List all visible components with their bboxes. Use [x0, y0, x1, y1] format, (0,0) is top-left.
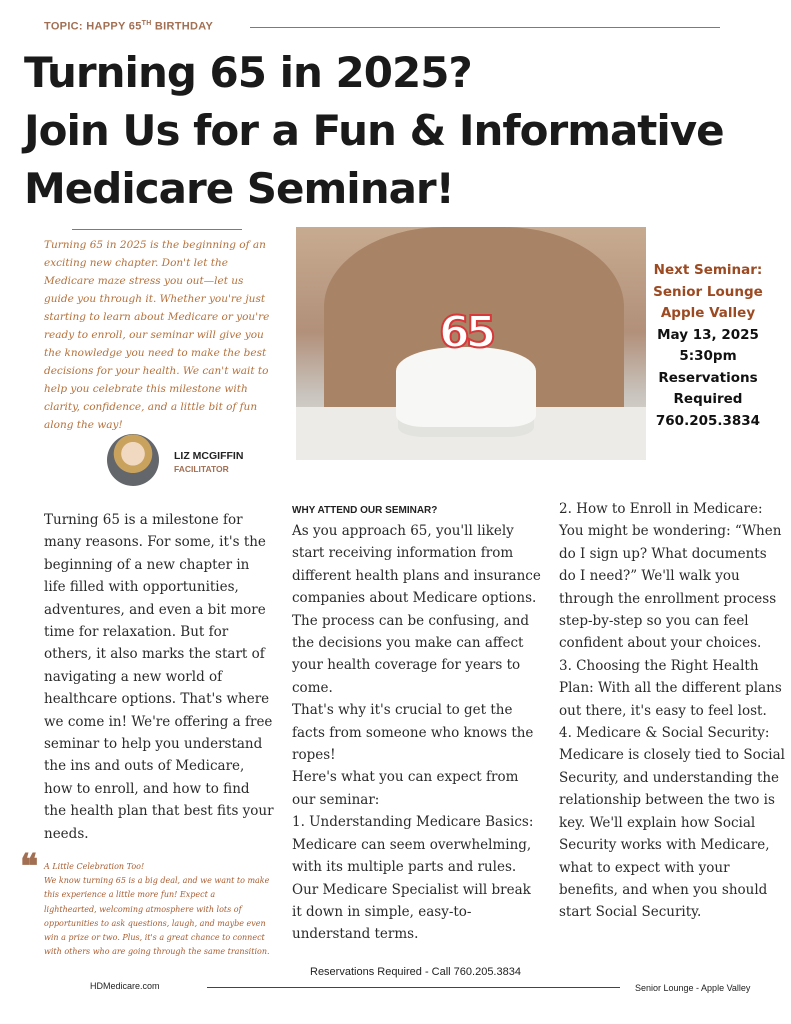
next-seminar-date: May 13, 2025: [657, 326, 759, 343]
celebration-title: A Little Celebration Too!: [44, 862, 145, 871]
seminar-item-4: 4. Medicare & Social Security: Medicare is closely tied to Social Security, and understanding the relationship between the two is key. We'll explain how Social Security works with Medicare, what to expect with your benefits, and when you should start Social Security.: [559, 725, 785, 921]
intro-divider: [72, 229, 242, 230]
reservation-footer-note: Reservations Required - Call 760.205.3834: [310, 966, 521, 978]
seminar-item-3: 3. Choosing the Right Health Plan: With all the different plans out there, it's easy to feel lost.: [559, 657, 782, 719]
footer-divider: [207, 987, 620, 988]
why-paragraph-1: As you approach 65, you'll likely start receiving information from different health plans and insurance companies about Medicare options. The process can be confusing, and the decisions you make can affect your health coverage for years to come.: [292, 523, 541, 696]
celebration-text: We know turning 65 is a big deal, and we want to make this experience a little more fun! Expect a lighthearted, welcoming atmosphere with lots of opportunities to ask questions, laugh, and maybe even win a prize or two. Plus, it's a great chance to connect with others who are going through the same transition.: [44, 876, 270, 957]
next-seminar-city: Apple Valley: [660, 305, 756, 321]
topic-label: TOPIC: HAPPY 65TH BIRTHDAY: [44, 20, 214, 33]
seminar-item-2: 2. How to Enroll in Medicare: You might be wondering: “When do I sign up? What documents do I need?” We'll walk you through the enrollment process step-by-step so you can feel confident about your choices.: [559, 501, 782, 652]
facilitator-name: LIZ MCGIFFIN: [174, 450, 244, 462]
number-candles: 65: [439, 307, 493, 358]
seminar-items-column: [559, 498, 787, 924]
birthday-cake-photo: [296, 227, 646, 460]
quote-icon: ❝: [20, 847, 39, 887]
next-seminar-phone: 760.205.3834: [655, 412, 761, 429]
next-seminar-panel: [648, 260, 768, 432]
next-seminar-heading: Next Seminar:: [653, 262, 763, 278]
next-seminar-required: Required: [673, 391, 743, 407]
celebration-note: [44, 860, 270, 959]
next-seminar-reservations: Reservations: [658, 369, 758, 386]
facilitator-role: FACILITATOR: [174, 464, 229, 474]
next-seminar-venue: Senior Lounge: [653, 283, 763, 300]
why-attend-heading: WHY ATTEND OUR SEMINAR?: [292, 505, 438, 516]
headline-line-2: Join Us for a Fun & Informative: [24, 106, 724, 155]
topic-divider: [250, 27, 720, 28]
seminar-item-1: 1. Understanding Medicare Basics: Medicare can seem overwhelming, with its multiple parts and rules. Our Medicare Specialist will break it down in simple, easy-to-understand terms.: [292, 814, 534, 943]
headline-line-3: Medicare Seminar!: [24, 164, 454, 213]
headline-line-1: Turning 65 in 2025?: [24, 48, 472, 97]
cake: [396, 347, 536, 427]
next-seminar-time: 5:30pm: [679, 348, 737, 364]
milestone-paragraph: Turning 65 is a milestone for many reasons. For some, it's the beginning of a new chapter in life filled with opportunities, adventures, and even a bit more time for relaxation. But for others, it also marks the start of navigating a new world of healthcare options. That's where we come in! We're offering a free seminar to help you understand the ins and outs of Medicare, how to enroll, and how to find the health plan that best fits your needs.: [44, 512, 274, 842]
footer-website[interactable]: HDMedicare.com: [90, 981, 160, 991]
page-title: [24, 44, 724, 218]
why-paragraph-3: Here's what you can expect from our seminar:: [292, 769, 519, 808]
footer-location: Senior Lounge - Apple Valley: [635, 983, 751, 993]
facilitator-avatar: [107, 434, 159, 486]
why-paragraph-2: That's why it's crucial to get the facts from someone who knows the ropes!: [292, 702, 534, 764]
why-attend-column: [292, 520, 544, 946]
intro-paragraph: Turning 65 in 2025 is the beginning of an exciting new chapter. Don't let the Medicare maze stress you out—let us guide you through it. Whether you're just starting to learn about Medicare or you're ready to enroll, our seminar will give you the knowledge you need to make the best decisions for your health. We can't wait to help you celebrate this milestone with clarity, confidence, and a little bit of fun along the way!: [44, 239, 270, 431]
